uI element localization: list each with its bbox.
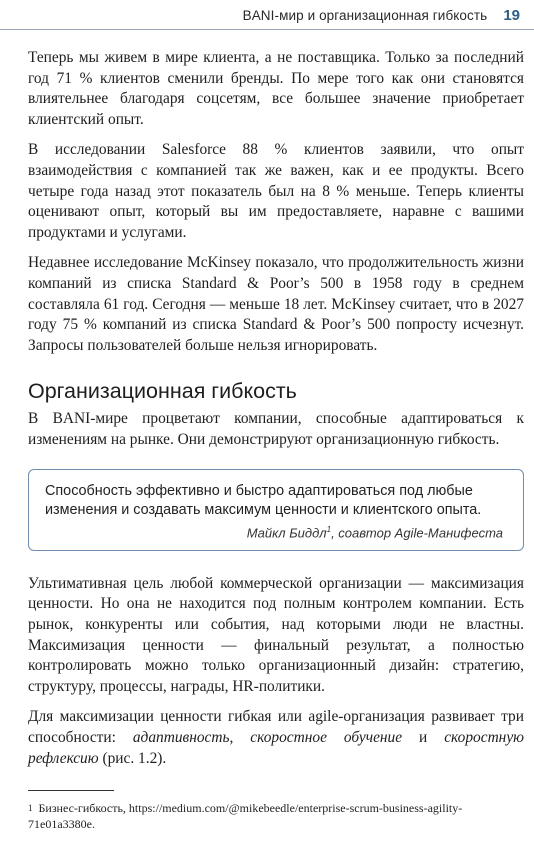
header-rule	[0, 29, 534, 30]
footnote-text: Бизнес-гибкость, https://medium.com/@mikebeedle/enterprise-scrum-business-agility-71e01a3380e.	[28, 801, 463, 831]
footnote-divider	[28, 790, 114, 791]
page-number: 19	[503, 6, 520, 24]
agile-text-after: (рис. 1.2).	[98, 749, 167, 767]
agile-text-before: Для максимизации ценности гибкая или agile-организация развивает три способности:	[28, 708, 524, 746]
paragraph-customer-world: Теперь мы живем в мире клиента, а не поставщика. Только за последний год 71 % клиентов сменили бренды. По мере того как они становятся влиятельнее благодаря соцсетям, все большее значение приобретает клиентский опыт.	[28, 49, 524, 128]
page-content	[28, 48, 524, 779]
paragraph-value-maximization: Ультимативная цель любой коммерческой организации — максимизация ценности. Но она не находится под полным контролем компании. Есть рынок, конкуренты или события, над которыми люди не властны. Максимизация ценности — финальный результат, а полностью контролировать можно только организационный дизайн: стратегию, структуру, процессы, награды, HR-политики.	[28, 574, 524, 695]
agile-ability-emphasis-2: скоростную рефлексию	[28, 728, 524, 767]
paragraph-agile-abilities	[28, 707, 524, 769]
quote-box	[28, 469, 524, 551]
running-title: BANI-мир и организационная гибкость	[242, 7, 488, 23]
quote-text: Способность эффективно и быстро адаптироваться под любые изменения и создавать максимум ценности и клиентского опыта.	[45, 482, 482, 518]
footnote	[28, 800, 524, 832]
quote-author-name: Майкл Биддл	[246, 524, 327, 540]
running-header	[0, 0, 534, 30]
agile-ability-emphasis-1: адаптивность, скоростное обучение	[132, 728, 403, 746]
agile-text-middle: и	[402, 728, 445, 746]
quote-attribution	[45, 525, 503, 540]
footnote-reference[interactable]: 1	[326, 524, 332, 534]
paragraph-mckinsey-study: Недавнее исследование McKinsey показало, что продолжительность жизни компаний из списка Standard & Poor’s 500 в 1958 году в среднем составляла 61 год. Сегодня — меньше 18 лет. McKinsey считает, что в 2027 году 75 % компаний из списка Standard & Poor’s 500 попросту исчезнут. Запросы пользователей больше нельзя игнорировать.	[28, 254, 524, 354]
paragraph-salesforce-study: В исследовании Salesforce 88 % клиентов заявили, что опыт взаимодействия с компанией так же важен, как и ее продукты. Всего четыре года назад этот показатель был на 8 % меньше. Теперь клиенты оценивают опыт, который вы им предоставляете, наравне с вашими продуктами и услугами.	[28, 141, 524, 241]
quote-author-role: , соавтор Agile-Манифеста	[331, 524, 503, 540]
section-intro: В BANI-мире процветают компании, способные адаптироваться к изменениям на рынке. Они демонстрируют организационную гибкость.	[28, 410, 524, 448]
footnote-marker: 1	[28, 803, 33, 813]
section-heading: Организационная гибкость	[28, 379, 297, 404]
